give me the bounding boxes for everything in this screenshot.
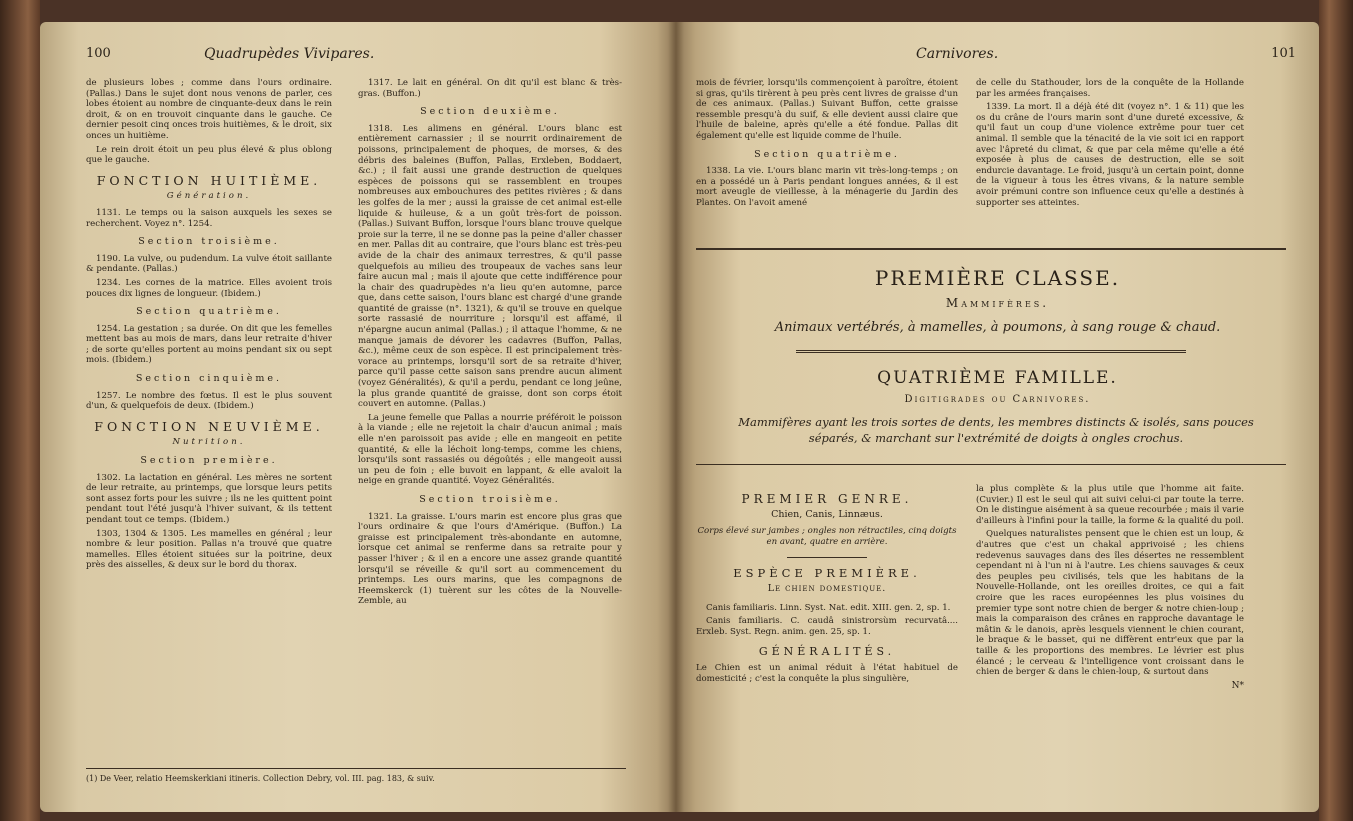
section-heading: Section cinquième. bbox=[135, 373, 283, 385]
famille-title: QUATRIÈME FAMILLE. bbox=[877, 368, 1118, 388]
classe-subtitle: Mammifères. bbox=[945, 296, 1050, 310]
signature-mark: N* bbox=[1231, 680, 1244, 691]
section-heading: Section quatrième. bbox=[754, 148, 900, 160]
footnote-rule bbox=[86, 768, 626, 769]
paragraph: mois de février, lorsqu'ils commençoient à paroître, étoient si gras, qu'ils tirèrent à peu près cent livres de graisse d'un de ces animaux. (Pallas.) Suivant Buffon, cette graisse ressemble presqu'à du suif, & elle devient aussi claire que l'huile de baleine, après qu'elle a été fondue. Pallas dit également qu'elle est liquide comme de l'huile. bbox=[696, 78, 958, 141]
paragraph: 1338. La vie. L'ours blanc marin vit très-long-temps ; on en a possédé un à Paris pendant longues années, & il est mort aveugle de vieillesse, à la ménagerie du Jardin des Plantes. On l'avoit amené bbox=[696, 166, 958, 208]
reference: Canis familiaris. C. caudâ sinistrorsùm recurvatâ.... Erxleb. Syst. Regn. anim. gen. 25, sp. 1. bbox=[696, 616, 958, 637]
running-head-left: Quadrupèdes Vivipares. bbox=[204, 46, 375, 62]
paragraph: 1257. Le nombre des fœtus. Il est le plus souvent d'un, & quelquefois de deux. (Ibidem.) bbox=[86, 390, 332, 412]
running-head-right: Carnivores. bbox=[916, 46, 999, 62]
book-cover-left bbox=[0, 0, 40, 821]
book-cover-right bbox=[1319, 0, 1353, 821]
genre-title: PREMIER GENRE. bbox=[741, 492, 913, 506]
classe-title: PREMIÈRE CLASSE. bbox=[874, 266, 1121, 290]
double-rule bbox=[796, 350, 1186, 353]
left-column-1 bbox=[86, 78, 332, 574]
right-column-2 bbox=[976, 78, 1244, 211]
footnote: (1) De Veer, relatio Heemskerkiani itineris. Collection Debry, vol. III. pag. 183, & suiv. bbox=[86, 774, 435, 783]
paragraph: 1234. Les cornes de la matrice. Elles avoient trois pouces dix lignes de longueur. (Ibidem.) bbox=[86, 277, 332, 299]
left-page-header bbox=[86, 46, 646, 61]
right-column-1 bbox=[696, 78, 958, 212]
paragraph: 1254. La gestation ; sa durée. On dit que les femelles mettent bas au mois de mars, dans leur retraite d'hiver ; de sorte qu'elles portent au moins pendant six ou sept mois. (Ibidem.) bbox=[86, 323, 332, 366]
section-heading: Section troisième. bbox=[138, 236, 280, 248]
section-heading: Section première. bbox=[140, 455, 278, 467]
classe-description: Animaux vertébrés, à mamelles, à poumons, à sang rouge & chaud. bbox=[774, 320, 1221, 335]
paragraph: Quelques naturalistes pensent que le chien est un loup, & d'autres que c'est un chakal apprivoisé ; les chiens redevenus sauvages dans des îles désertes ne ressemblent cependant ni à l'un ni à l'autre. Les chiens sauvages & ceux des peuples peu civilisés, tels que les habitans de la Nouvelle-Hollande, ont les oreilles droites, ce qui a fait croire que les races européennes les plus voisines du premier type sont notre chien de berger & notre chien-loup ; mais la comparaison des crânes en rapproche davantage le mâtin & le danois, après lesquels viennent le chien courant, le braque & le basset, qui ne diffèrent entr'eux que par la taille & les proportions des membres. Le lévrier est plus élancé ; le cerveau & l'intelligence vont croissant dans le chien de berger & dans le chien-loup, & surtout dans bbox=[976, 529, 1244, 678]
left-page bbox=[40, 22, 676, 812]
page-number-right: 101 bbox=[1271, 46, 1296, 61]
section-subheading: Génération. bbox=[166, 191, 252, 202]
reference: Canis familiaris. Linn. Syst. Nat. edit. XIII. gen. 2, sp. 1. bbox=[706, 602, 951, 613]
paragraph: 1303, 1304 & 1305. Les mamelles en général ; leur nombre & leur position. Pallas n'a trouvé que quatre mamelles. Elles étoient situées sur la poitrine, deux près des aisselles, & deux sur le bord du thorax. bbox=[86, 528, 332, 571]
section-subheading: Nutrition. bbox=[172, 437, 246, 448]
famille-subtitle: Digitigrades ou Carnivores. bbox=[904, 394, 1091, 405]
short-rule bbox=[787, 557, 867, 558]
famille-description: Mammifères ayant les trois sortes de dents, les membres distincts & isolés, sans pouces séparés, & marchant sur l'extrémité de doigts à ongles crochus. bbox=[738, 415, 1254, 445]
right-page bbox=[676, 22, 1319, 812]
section-heading: Section deuxième. bbox=[420, 106, 560, 118]
genre-description: Corps élevé sur jambes ; ongles non rétractiles, cinq doigts en avant, quatre en arrière. bbox=[697, 526, 957, 547]
right-column-b2 bbox=[976, 484, 1244, 691]
divider-rule bbox=[696, 248, 1286, 250]
genre-name: Chien, Canis, Linnæus. bbox=[771, 508, 883, 520]
left-column-2 bbox=[358, 78, 622, 610]
divider-rule bbox=[696, 464, 1286, 465]
section-heading: Section quatrième. bbox=[136, 306, 282, 318]
paragraph: 1339. La mort. Il a déjà été dit (voyez n°. 1 & 11) que les os du crâne de l'ours marin sont d'une dureté excessive, & qu'il faut un coup d'une violence extrême pour tuer cet animal. Il semble que la ténacité de la vie soit ici en rapport avec l'âpreté du climat, & que par cela même qu'elle a été exposée à plus de causes de destruction, elle se soit endurcie davantage. Le froid, jusqu'à un certain point, donne de la vigueur à tous les êtres vivans, & la nature semble avoir prémuni contre son influence ceux qu'elle a destinés à supporter ses atteintes. bbox=[976, 102, 1244, 208]
paragraph: 1302. La lactation en général. Les mères ne sortent de leur retraite, au printemps, que lorsque leurs petits sont assez forts pour les suivre ; ils ne les quittent point pendant tout l'été jusqu'à l'hiver suivant, & ils tettent pendant tout ce temps. (Ibidem.) bbox=[86, 472, 332, 525]
paragraph: Le Chien est un animal réduit à l'état habituel de domesticité ; c'est la conquête la plus singulière, bbox=[696, 662, 958, 684]
paragraph: 1131. Le temps ou la saison auxquels les sexes se recherchent. Voyez n°. 1254. bbox=[86, 207, 332, 229]
espece-name: Le chien domestique. bbox=[767, 582, 887, 594]
espece-title: ESPÈCE PREMIÈRE. bbox=[733, 566, 921, 581]
section-heading: FONCTION NEUVIÈME. bbox=[94, 418, 324, 434]
paragraph: Le rein droit étoit un peu plus élevé & plus oblong que le gauche. bbox=[86, 144, 332, 166]
paragraph: 1321. La graisse. L'ours marin est encore plus gras que l'ours ordinaire & que l'ours d'Amérique. (Buffon.) La graisse est principalement très-abondante en automne, lorsque cet animal se renferme dans sa retraite pour y passer l'hiver ; & il en a encore une assez grande quantité lorsqu'il se réveille & qu'il sort au commencement du printemps. Les ours marins, que les compagnons de Heemskerck (1) tuèrent sur les côtes de la Nouvelle-Zemble, au bbox=[358, 511, 622, 607]
book-gutter bbox=[668, 22, 684, 812]
paragraph: La jeune femelle que Pallas a nourrie préféroit le poisson à la viande ; elle ne rejetoit la chair d'aucun animal ; mais elle n'en paroissoit pas avide ; elle en mangeoit en petite quantité, & elle la léchoit long-temps, comme les chiens, lorsqu'ils sont rassasiés ou dégoûtés ; elle mangeoit aussi un peu de foin ; elle buvoit en lappant, & elle avaloit la neige en grande quantité. Voyez Généralités. bbox=[358, 412, 622, 487]
paragraph: de celle du Stathouder, lors de la conquête de la Hollande par les armées françaises. bbox=[976, 78, 1244, 99]
page-number-left: 100 bbox=[86, 46, 111, 61]
paragraph: la plus complète & la plus utile que l'homme ait faite. (Cuvier.) Il est le seul qui ait suivi celui-ci par toute la terre. On le distingue aisément à sa queue recourbée ; mais il varie d'ailleurs à l'infini pour la taille, la forme & la qualité du poil. bbox=[976, 484, 1244, 526]
right-column-b1 bbox=[696, 484, 958, 687]
paragraph: 1318. Les alimens en général. L'ours blanc est entièrement carnassier ; il se nourrit ordinairement de poissons, principalement de phoques, de morses, & des débris des baleines (Buffon, Pallas, Erxleben, Boddaert, &c.) ; il fait aussi une grande destruction de quelques espèces de poissons qui se rassemblent en troupes nombreuses aux embouchures des petites rivières ; & dans les golfes de la mer ; aussi la graisse de cet animal est-elle liquide & huileuse, & a un goût très-fort de poisson. (Pallas.) Suivant Buffon, lorsque l'ours blanc trouve quelque proie sur la terre, il ne se donne pas la peine d'aller chasser en mer. Pallas dit au contraire, que l'ours blanc est très-peu avide de la chair des animaux terrestres, & qu'il passe quelquefois au milieu des troupeaux de vaches sans leur faire aucun mal ; mais il ajoute que cette indifférence pour la chair des quadrupèdes n'a lieu qu'en automne, parce que, dans cette saison, l'ours blanc est chargé d'une grande quantité de graisse (n°. 1321), & qu'il se trouve en quelque sorte rassasié de nourriture ; lorsqu'il est affamé, il n'épargne aucun animal (Pallas.) ; il attaque l'homme, & ne manque jamais de dévorer les cadavres (Buffon, Pallas, &c.), même ceux de son espèce. Il est principalement très-vorace au printemps, lorsqu'il sort de sa retraite d'hiver, parce qu'il passe cette saison sans prendre aucun aliment (voyez Généralités), & qu'il a perdu, pendant ce long jeûne, la plus grande quantité de graisse, dont son corps étoit couvert en automne. (Pallas.) bbox=[358, 123, 622, 410]
generalites-heading: GÉNÉRALITÉS. bbox=[758, 645, 896, 659]
paragraph: 1317. Le lait en général. On dit qu'il est blanc & très-gras. (Buffon.) bbox=[358, 78, 622, 99]
section-heading: Section troisième. bbox=[419, 493, 561, 505]
paragraph: de plusieurs lobes ; comme dans l'ours ordinaire. (Pallas.) Dans le sujet dont nous venons de parler, ces lobes étoient au nombre de cinquante-deux dans le rein droit, & on en trouvoit cinquante dans le gauche. Ce dernier pesoit cinq onces trois huitièmes, & le droit, six onces un huitième. bbox=[86, 78, 332, 141]
paragraph: 1190. La vulve, ou pudendum. La vulve étoit saillante & pendante. (Pallas.) bbox=[86, 253, 332, 275]
section-heading: FONCTION HUITIÈME. bbox=[96, 172, 322, 188]
